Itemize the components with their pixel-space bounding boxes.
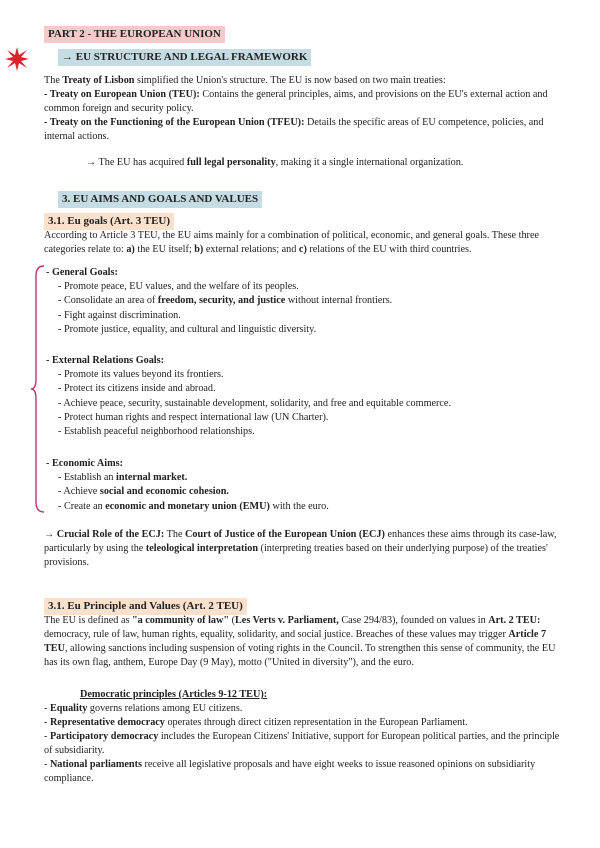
tfeu-paragraph: - Treaty on the Functioning of the European Union (TFEU): Details the specific areas of EU competence, policies, and internal actions. — [44, 117, 544, 142]
goals-heading: 3.1. Eu goals (Art. 3 TEU) — [44, 213, 174, 230]
list-item: - Promote its values beyond its frontiers. — [58, 369, 224, 381]
legal-personality-note: → The EU has acquired full legal personality, making it a single international organization. — [86, 157, 464, 168]
list-item: - Fight against discrimination. — [58, 309, 181, 321]
part-title: PART 2 - THE EUROPEAN UNION — [44, 26, 225, 43]
ecj-paragraph: → Crucial Role of the ECJ: The Court of Justice of the European Union (ECJ) enhances these aims through its case-law, particularly by using the teleological interpretation (interpreting treaties based on their underlying purpose) of the treaties' provisions. — [44, 529, 557, 568]
intro-paragraph: The Treaty of Lisbon simplified the Union's structure. The EU is now based on two main treaties: — [44, 75, 446, 86]
list-item: - Achieve peace, security, sustainable development, solidarity, and free and equitable commerce. — [58, 397, 451, 409]
list-item: - Protect human rights and respect international law (UN Charter). — [58, 411, 329, 423]
section-3-heading: 3. EU AIMS AND GOALS AND VALUES — [58, 191, 262, 208]
list-item: - Establish peaceful neighborhood relationships. — [58, 426, 255, 438]
list-item: - Establish an internal market. — [58, 472, 188, 484]
list-item: - Equality governs relations among EU citizens. — [44, 703, 243, 714]
democratic-list — [44, 702, 564, 786]
intro-block — [44, 74, 564, 144]
external-goals-title: - External Relations Goals: — [46, 355, 164, 366]
economic-aims — [46, 457, 566, 514]
list-item: - Representative democracy operates through direct citizen representation in the European Parliament. — [44, 717, 468, 728]
goals-intro: According to Article 3 TEU, the EU aims mainly for a combination of political, economic, and general goals. These three categories relate to: a) the EU itself; b) external relations; and c) relations of the EU with third countries. — [44, 230, 539, 255]
list-item: - National parliaments receive all legislative proposals and have eight weeks to issue reasoned opinions on subsidiarity compliance. — [44, 759, 536, 784]
democratic-heading: Democratic principles (Articles 9-12 TEU): — [80, 689, 268, 700]
list-item: - Participatory democracy includes the European Citizens' Initiative, support for European political parties, and the principle of subsidiarity. — [44, 731, 560, 756]
section-1-heading: → EU STRUCTURE AND LEGAL FRAMEWORK — [58, 49, 311, 66]
list-item: - Create an economic and monetary union (EMU) with the euro. — [58, 500, 329, 512]
list-item: - Protect its citizens inside and abroad. — [58, 383, 216, 395]
economic-aims-title: - Economic Aims: — [46, 458, 123, 469]
starburst-icon — [4, 46, 30, 72]
list-item: - Promote justice, equality, and cultural and linguistic diversity. — [58, 323, 317, 335]
list-item: - Achieve social and economic cohesion. — [58, 486, 229, 498]
values-heading: 3.1. Eu Principle and Values (Art. 2 TEU) — [44, 598, 247, 615]
list-item: - Consolidate an area of freedom, security, and justice without internal frontiers. — [58, 295, 393, 307]
general-goals-title: - General Goals: — [46, 267, 118, 278]
curly-brace — [30, 264, 46, 514]
general-goals — [46, 266, 566, 337]
list-item: - Promote peace, EU values, and the welfare of its peoples. — [58, 281, 299, 293]
external-goals — [46, 354, 566, 439]
teu-paragraph: - Treaty on European Union (TEU): Contains the general principles, aims, and provisions on the EU's external action and common foreign and security policy. — [44, 89, 548, 114]
values-paragraph: The EU is defined as "a community of law" (Les Verts v. Parliament, Case 294/83), founded on values in Art. 2 TEU: democracy, rule of law, human rights, equality, solidarity, and social justice. Breaches of these values may trigger Article 7 TEU, allowing sanctions including suspension of voting rights in the Council. To strengthen this sense of community, the EU has its own flag, anthem, Europe Day (9 May), motto ("United in diversity"), and the euro. — [44, 615, 556, 668]
